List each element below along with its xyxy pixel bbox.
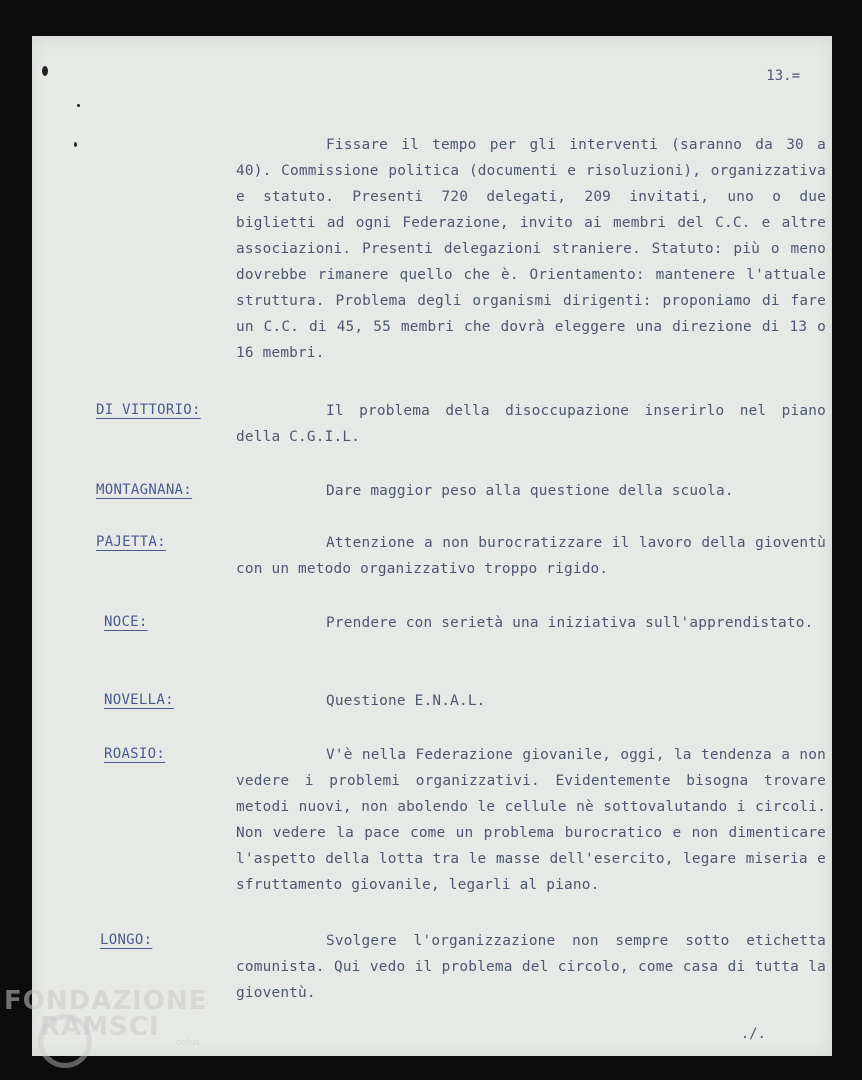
statement-montagnana: Dare maggior peso alla questione della scuola. — [326, 483, 734, 499]
speck — [74, 142, 77, 147]
speaker-longo: LONGO: — [100, 932, 153, 948]
statement-roasio: V'è nella Federazione giovanile, oggi, la tendenza a non vedere i problemi organizzativi. Evidentemente bisogna trovare metodi nuovi, non abolendo le cellule nè sottovalutando i circoli. Non vedere la pace come un problema burocratico e non dimenticare l'aspetto della lotta tra le masse dell'esercito, legare miseria e sfruttamento giovanile, legarli al piano. — [236, 747, 826, 893]
statement-noce: Prendere con serietà una iniziativa sull'apprendistato. — [326, 615, 814, 631]
watermark-line-2: RAMSCI — [40, 1012, 160, 1042]
gramsci-g-logo-icon — [38, 1014, 92, 1068]
page-number: 13.= — [766, 68, 800, 84]
speaker-pajetta: PAJETTA: — [96, 534, 166, 550]
statement-di-vittorio: Il problema della disoccupazione inserirlo nel piano della C.G.I.L. — [236, 403, 826, 445]
fondazione-gramsci-watermark — [4, 986, 207, 1048]
speaker-noce: NOCE: — [104, 614, 148, 630]
speaker-roasio: ROASIO: — [104, 746, 166, 762]
speaker-novella: NOVELLA: — [104, 692, 174, 708]
statement-longo: Svolgere l'organizzazione non sempre sotto etichetta comunista. Qui vedo il problema del circolo, come casa di tutta la gioventù. — [236, 933, 826, 1001]
watermark-line-1: FONDAZIONE — [4, 986, 208, 1016]
speck — [42, 66, 48, 76]
speaker-di-vittorio: DI VITTORIO: — [96, 402, 201, 418]
statement-novella: Questione E.N.A.L. — [326, 693, 486, 709]
opening-paragraph: Fissare il tempo per gli interventi (saranno da 30 a 40). Commissione politica (documenti e risoluzioni), organizzativa e statuto. Presenti 720 delegati, 209 invitati, uno o due biglietti ad ogni Federazione, invito ai membri del C.C. e altre associazioni. Presenti delegazioni straniere. Statuto: più o meno dovrebbe rimanere quello che è. Orientamento: mantenere l'attuale struttura. Problema degli organismi dirigenti: proponiamo di fare un C.C. di 45, 55 membri che dovrà eleggere una direzione di 13 o 16 membri. — [236, 137, 826, 361]
watermark-line-3: onlus — [176, 1038, 201, 1048]
speaker-montagnana: MONTAGNANA: — [96, 482, 193, 498]
speck — [77, 104, 80, 107]
continuation-mark: ./. — [740, 1026, 766, 1042]
statement-pajetta: Attenzione a non burocratizzare il lavoro della gioventù con un metodo organizzativo troppo rigido. — [236, 535, 826, 577]
typewritten-page — [32, 36, 832, 1056]
